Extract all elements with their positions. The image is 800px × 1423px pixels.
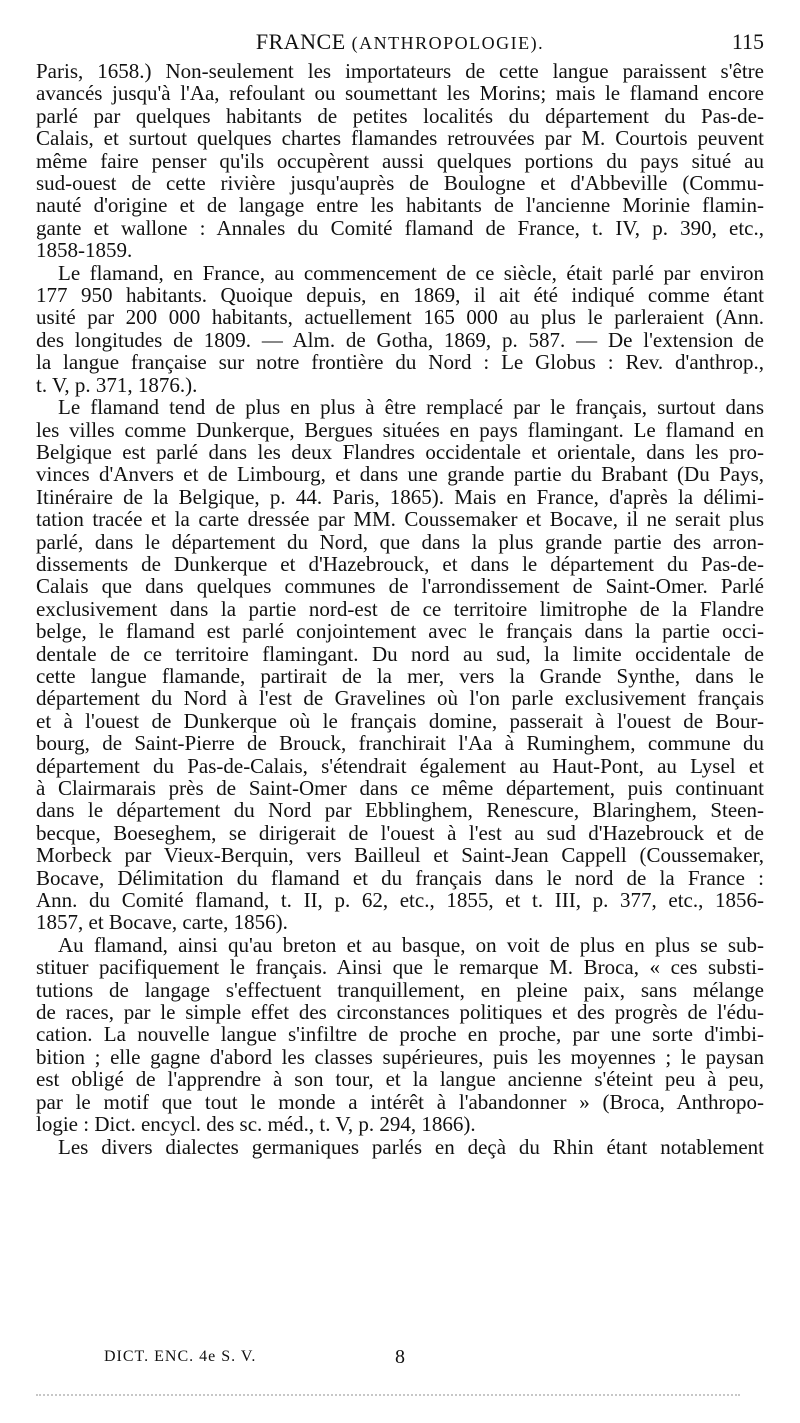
text-line: exclusivement dans la partie nord-est de ce territoire limitrophe de la Flandre <box>36 596 764 621</box>
text-line: Bocave, Délimitation du flamand et du français dans le nord de la France : <box>36 865 764 890</box>
text-line: sud-ouest de cette rivière jusqu'auprès de Boulogne et d'Abbeville (Commu- <box>36 171 764 196</box>
paragraph-1 <box>36 60 764 262</box>
text-line: parlé par quelques habitants de petites localités du département du Pas-de- <box>36 103 764 128</box>
text-line: 1857, et Bocave, carte, 1856). <box>36 910 288 935</box>
paragraph-5 <box>36 1136 764 1158</box>
text-line: département du Pas-de-Calais, s'étendrait également au Haut-Pont, au Lysel et <box>36 753 764 778</box>
text-line: nauté d'origine et de langage entre les habitants de l'ancienne Morinie flamin- <box>36 193 764 218</box>
header-title: FRANCE <box>255 29 346 54</box>
text-line: Le flamand, en France, au commencement de ce siècle, était parlé par environ <box>58 260 764 285</box>
text-line: Ann. du Comité flamand, t. II, p. 62, etc., 1855, et t. III, p. 377, etc., 1856- <box>36 888 764 913</box>
paragraph-3 <box>36 396 764 934</box>
text-line: Paris, 1658.) Non-seulement les importateurs de cette langue paraissent s'être <box>36 59 764 83</box>
text-line: Itinéraire de la Belgique, p. 44. Paris, 1865). Mais en France, d'après la délimi- <box>36 484 764 509</box>
text-line: 177 950 habitants. Quoique depuis, en 1869, il ait été indiqué comme étant <box>36 283 764 308</box>
text-line: bourg, de Saint-Pierre de Brouck, franchirait l'Aa à Ruminghem, commune du <box>36 731 764 756</box>
text-line: 1858-1859. <box>36 238 133 263</box>
text-line: département du Nord à l'est de Gravelines où l'on parle exclusivement français <box>36 686 764 711</box>
text-line: cation. La nouvelle langue s'infiltre de proche en proche, par une sorte d'imbi- <box>36 1022 764 1047</box>
text-line: becque, Boeseghem, se dirigerait de l'ouest à l'est au sud d'Hazebrouck et de <box>36 820 764 845</box>
running-header <box>36 26 764 58</box>
text-line: à Clairmarais près de Saint-Omer dans ce même département, puis continuant <box>36 776 764 800</box>
text-line: gante et wallone : Annales du Comité flamand de France, t. IV, p. 390, etc., <box>36 215 764 240</box>
paragraph-2 <box>36 262 764 396</box>
text-line: des longitudes de 1809. — Alm. de Gotha, 1869, p. 587. — De l'extension de <box>36 327 764 352</box>
text-line: stituer pacifiquement le français. Ainsi que le remarque M. Broca, « ces substi- <box>36 955 764 980</box>
body-text <box>36 60 764 1158</box>
text-line: t. V, p. 371, 1876.). <box>36 372 198 397</box>
text-line: Calais, et surtout quelques chartes flamandes retrouvées par M. Courtois peuvent <box>36 126 764 151</box>
text-line: est obligé de l'apprendre à son tour, et la langue ancienne s'éteint peu à peu, <box>36 1067 764 1092</box>
text-line: les villes comme Dunkerque, Bergues situées en pays flamingant. Le flamand en <box>36 417 764 442</box>
text-line: vinces d'Anvers et de Limbourg, et dans une grande partie du Brabant (Du Pays, <box>36 462 764 487</box>
text-line: tation tracée et la carte dressée par MM. Coussemaker et Bocave, il ne serait plus <box>36 507 764 532</box>
page-footer <box>36 1342 764 1372</box>
text-line: Le flamand tend de plus en plus à être remplacé par le français, surtout dans <box>58 395 764 420</box>
page-number: 115 <box>731 29 764 54</box>
text-line: la langue française sur notre frontière du Nord : Le Globus : Rev. d'anthrop., <box>36 350 764 375</box>
text-line: Calais que dans quelques communes de l'arrondissement de Saint-Omer. Parlé <box>36 574 764 599</box>
text-line: de races, par le simple effet des circonstances politiques et des progrès de l'édu- <box>36 1000 764 1025</box>
text-line: tutions de langage s'effectuent tranquillement, en pleine paix, sans mélange <box>36 977 764 1002</box>
text-line: Au flamand, ainsi qu'au breton et au basque, on voit de plus en plus se sub- <box>58 932 764 957</box>
bleed-through-line <box>36 1394 740 1396</box>
text-line: avancés jusqu'à l'Aa, refoulant ou soumettant les Morins; mais le flamand encore <box>36 81 764 106</box>
text-line: dans le département du Nord par Ebblinghem, Renescure, Blaringhem, Steen- <box>36 798 764 823</box>
text-line: par le motif que tout le monde a intérêt à l'abandonner » (Broca, Anthropo- <box>36 1089 764 1114</box>
printer-signature: DICT. ENC. 4e S. V. <box>104 1348 257 1365</box>
text-line: Belgique est parlé dans les deux Flandres occidentale et orientale, dans les pro- <box>36 439 764 464</box>
text-line: bition ; elle gagne d'abord les classes supérieures, puis les moyennes ; le paysan <box>36 1044 764 1069</box>
text-line: et à l'ouest de Dunkerque où le français domine, passerait à l'ouest de Bour- <box>36 708 764 733</box>
text-line: même faire penser qu'ils occupèrent aussi quelques portions du pays situé au <box>36 148 764 173</box>
text-line: cette langue flamande, partirait de la mer, vers la Grande Synthe, dans le <box>36 663 764 688</box>
running-title <box>36 26 764 59</box>
text-line: logie : Dict. encycl. des sc. méd., t. V, p. 294, 1866). <box>36 1112 476 1137</box>
text-line: parlé, dans le département du Nord, que dans la plus grande partie des arron- <box>36 529 764 554</box>
paragraph-4 <box>36 934 764 1136</box>
text-line: usité par 200 000 habitants, actuellement 165 000 au plus le parleraient (Ann. <box>36 305 764 330</box>
header-subtitle: (ANTHROPOLOGIE). <box>351 33 545 53</box>
text-line: dissements de Dunkerque et d'Hazebrouck, et dans le département du Pas-de- <box>36 551 764 576</box>
sheet-number: 8 <box>395 1346 405 1368</box>
text-line: Morbeck par Vieux-Berquin, vers Bailleul et Saint-Jean Cappell (Coussemaker, <box>36 843 764 868</box>
text-line: belge, le flamand est parlé conjointement avec le français dans la partie occi- <box>36 619 764 644</box>
text-line: dentale de ce territoire flamingant. Du nord au sud, la limite occidentale de <box>36 641 764 666</box>
text-line: Les divers dialectes germaniques parlés en deçà du Rhin étant notablement <box>58 1134 764 1159</box>
